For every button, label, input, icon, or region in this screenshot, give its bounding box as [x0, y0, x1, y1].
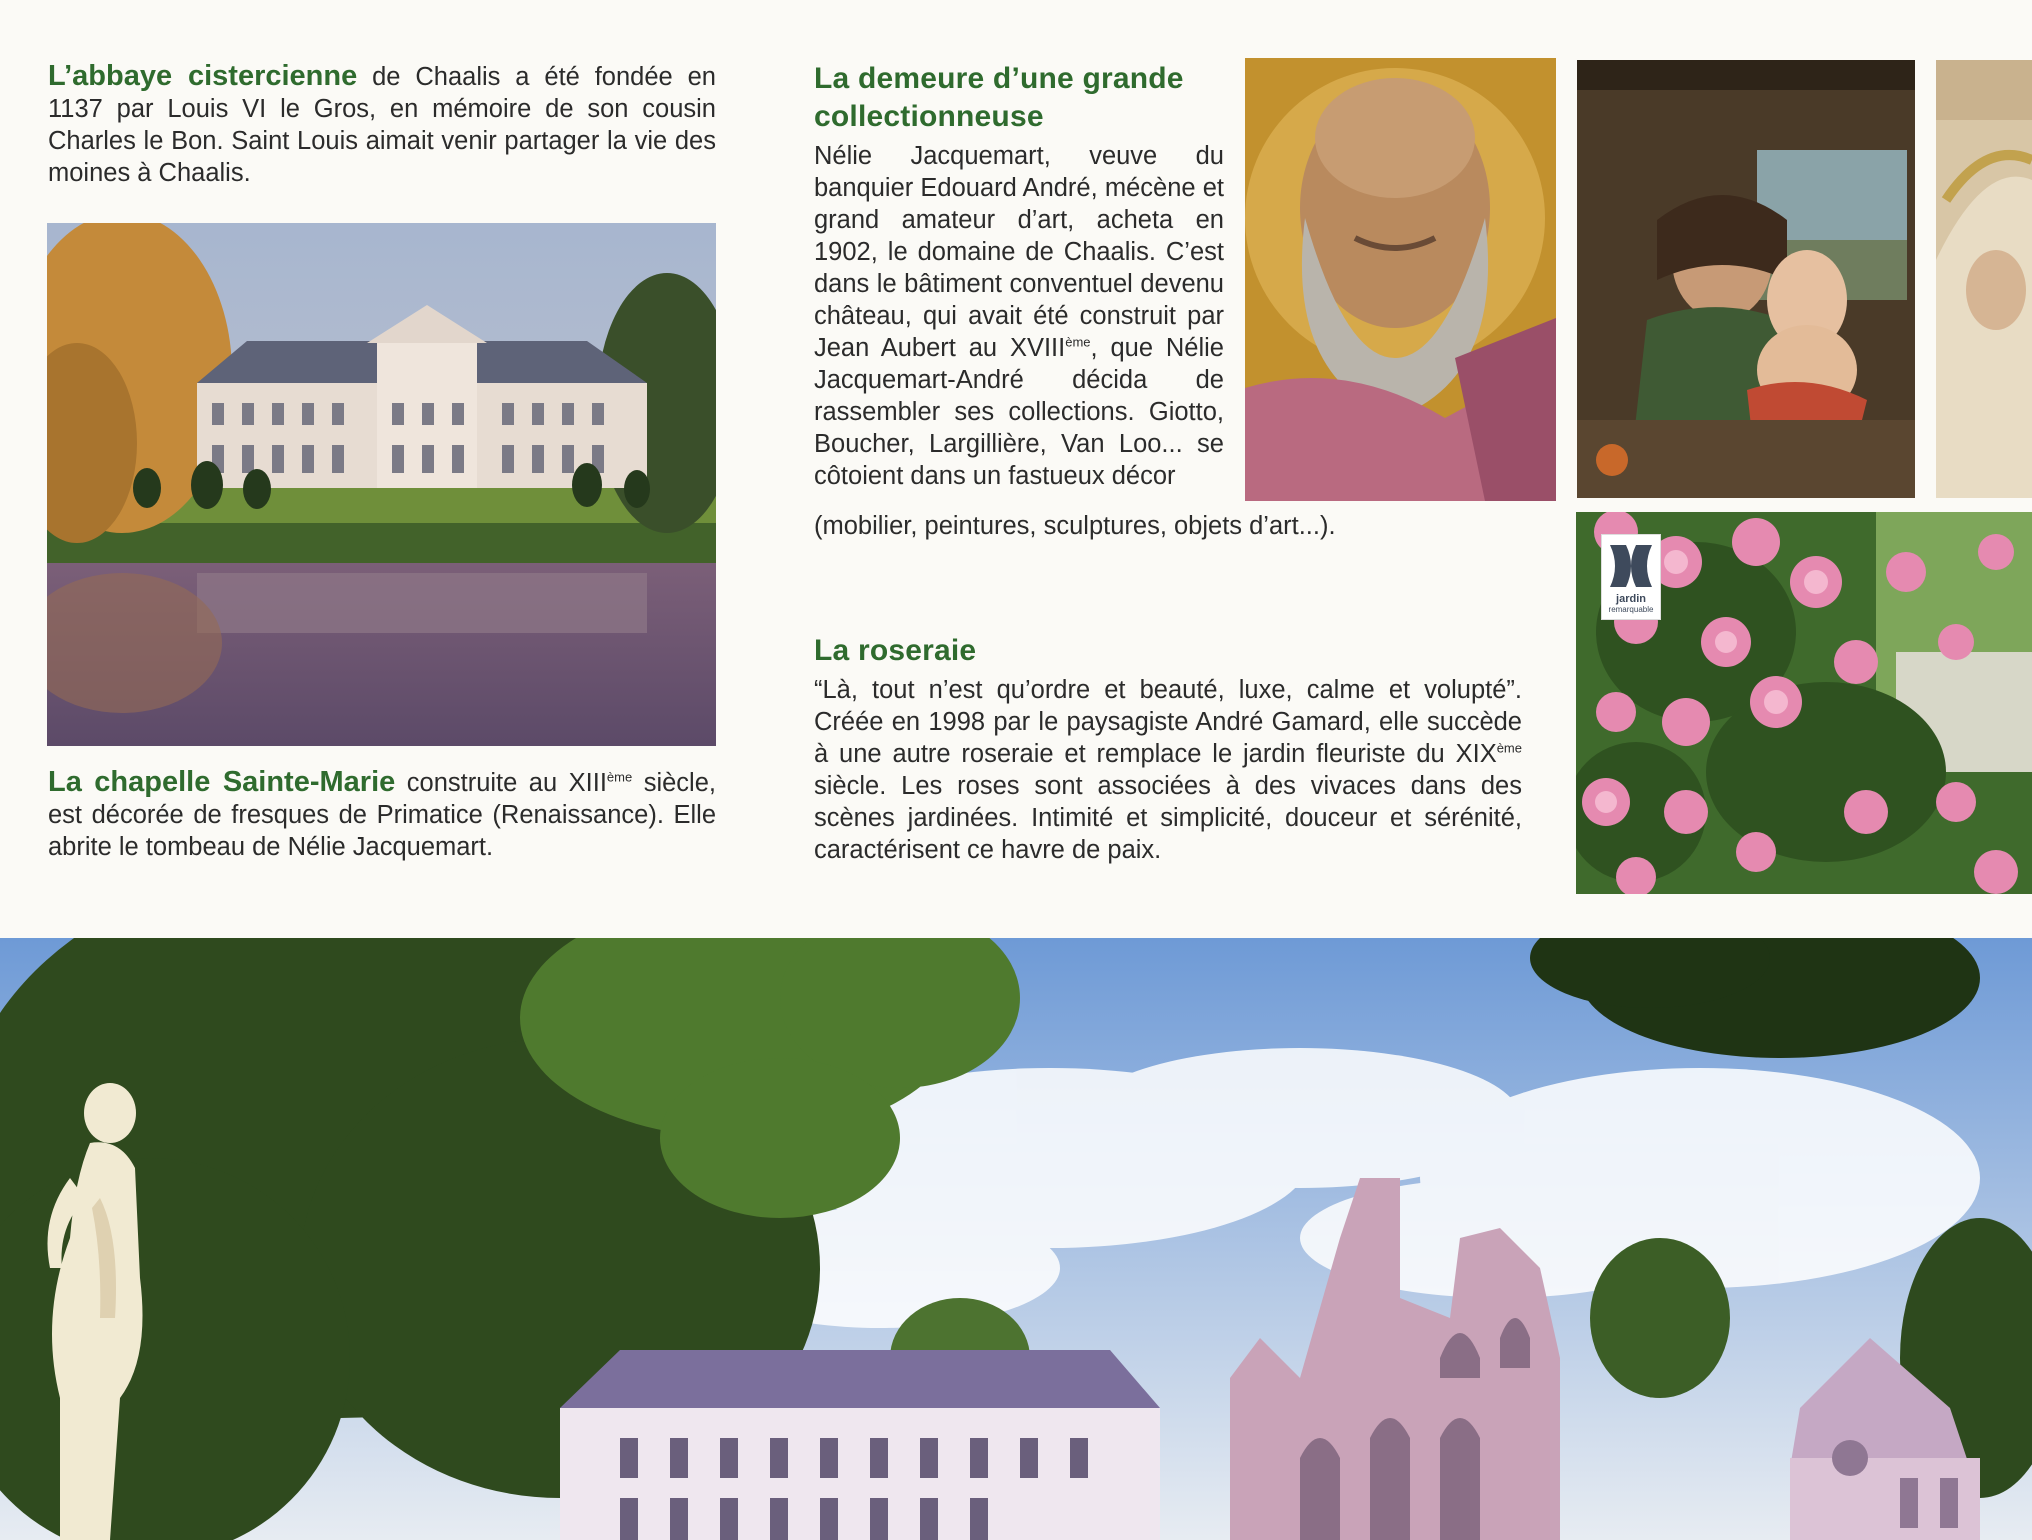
saint-painting — [1245, 58, 1556, 501]
fresco-painting — [1936, 60, 2032, 498]
abbaye-paragraph — [48, 60, 716, 189]
badge-line1: jardin — [1616, 593, 1646, 605]
jardin-remarquable-logo-icon — [1602, 541, 1660, 591]
abbaye-text: de Chaalis a été fondée en 1137 par Louis VI le Gros, en mémoire de son cousin Charles le Bon. Saint Louis aimait venir partager la vie des moines à Chaalis. — [48, 63, 716, 187]
chaalis-panorama-photo — [0, 938, 2032, 1540]
demeure-heading: La demeure d’une grande collectionneuse — [814, 62, 1184, 133]
chapelle-heading: La chapelle Sainte-Marie — [48, 766, 396, 798]
chapelle-paragraph: La chapelle Sainte-Marie construite au XIIIème siècle, est décorée de fresques de Primatice (Renaissance). Elle abrite le tombeau de Nélie Jacquemart. — [48, 766, 716, 861]
abbaye-heading: L’abbaye cistercienne — [48, 60, 358, 92]
demeure-text: Nélie Jacquemart, veuve du banquier Edouard André, mécène et grand amateur d’art, acheta en 1902, le domaine de Chaalis. C’est dans le bâtiment conventuel devenu château, qui avait été construit par Jean Aubert au XVIIIème, que Nélie Jacquemart-André décida de rassembler ses collections. Giotto, Boucher, Largillière, Van Loo... se côtoient dans un fastueux décor — [814, 142, 1224, 490]
jardin-remarquable-badge — [1601, 534, 1661, 620]
roses-photo — [1576, 512, 2032, 894]
abbaye-chateau-photo — [47, 223, 716, 746]
badge-line2: remarquable — [1608, 605, 1654, 614]
roseraie-text: “Là, tout n’est qu’ordre et beauté, luxe, calme et volupté”. Créée en 1998 par le paysagiste André Gamard, elle succède à une autre roseraie et remplace le jardin fleuriste du XIXème siècle. Les roses sont associées à des vivaces dans des scènes jardinées. Intimité et simplicité, douceur et sérénité, caractérisent ce havre de paix. — [814, 676, 1522, 864]
demeure-text-last-line: (mobilier, peintures, sculptures, objets d’art...). — [814, 512, 1336, 540]
madonna-painting — [1577, 60, 1915, 498]
roseraie-heading: La roseraie — [814, 634, 977, 667]
